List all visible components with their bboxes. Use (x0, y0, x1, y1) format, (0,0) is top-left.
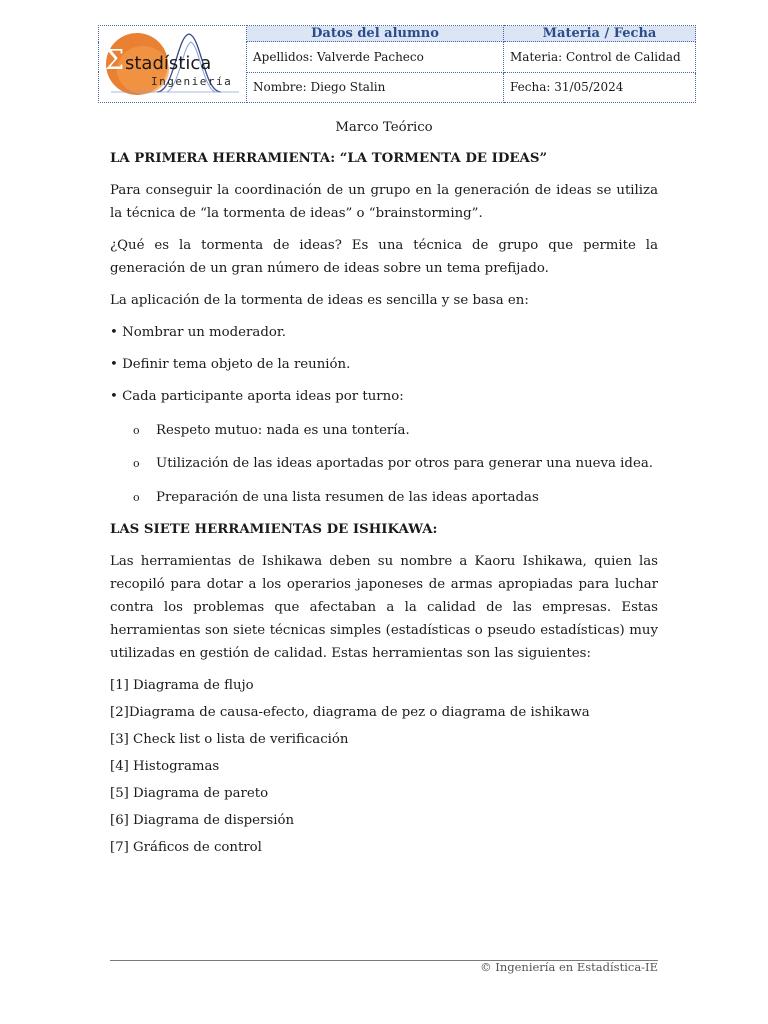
sub-bullet-item (110, 452, 658, 475)
sub-bullet-item (110, 419, 658, 442)
header-table (98, 25, 696, 103)
logo (99, 26, 246, 102)
list-item: [7] Gráficos de control (110, 839, 262, 855)
circle-bullet-icon: o (133, 423, 140, 437)
list-item: [4] Histogramas (110, 758, 220, 774)
sub-bullet-text: Utilización de las ideas aportadas por otros para generar una nueva idea. (156, 456, 653, 471)
subject-date-header: Materia / Fecha (504, 26, 696, 42)
logo-cell (99, 26, 247, 103)
paragraph: Para conseguir la coordinación de un grupo en la generación de ideas se utiliza la técnica de “la tormenta de ideas” o “brainstorming”. (110, 183, 658, 221)
bullet-item: • Nombrar un moderador. (110, 325, 286, 340)
sub-bullet-text: Preparación de una lista resumen de las ideas aportadas (156, 489, 539, 505)
sigma-glyph: Σ (105, 45, 125, 76)
list-item: [5] Diagrama de pareto (110, 785, 269, 801)
list-item: [6] Diagrama de dispersión (110, 812, 295, 828)
bullet-item: • Cada participante aporta ideas por turno: (110, 389, 404, 404)
tools-list (110, 674, 658, 859)
name-field: Nombre: Diego Stalin (247, 72, 504, 103)
circle-bullet-icon: o (133, 457, 140, 470)
section-title-brainstorming: LA PRIMERA HERRAMIENTA: “LA TORMENTA DE IDEAS” (110, 151, 548, 166)
document-body (110, 110, 658, 859)
logo-graphic (99, 26, 246, 102)
surnames-field: Apellidos: Valverde Pacheco (247, 42, 504, 73)
section-title-ishikawa: LAS SIETE HERRAMIENTAS DE ISHIKAWA: (110, 521, 438, 537)
circle-bullet-icon: o (133, 490, 140, 504)
logo-main-text: stadística (125, 53, 212, 74)
sub-bullet-text: Respeto mutuo: nada es una tontería. (156, 422, 410, 438)
sub-bullet-item (110, 486, 658, 509)
paragraph: Las herramientas de Ishikawa deben su nombre a Kaoru Ishikawa, quien las recopiló para dotar a los operarios japoneses de armas apropiadas para luchar contra los problemas que afectaban a la calidad de las empresas. Estas herramientas son siete técnicas simples (estadísticas o pseudo estadísticas) muy utilizadas en gestión de calidad. Estas herramientas son las siguientes: (110, 553, 658, 661)
footer-copyright: © Ingeniería en Estadística-IE (480, 960, 658, 974)
bullet-item: • Definir tema objeto de la reunión. (110, 357, 351, 372)
list-item: [3] Check list o lista de verificación (110, 731, 349, 747)
list-item: [1] Diagrama de flujo (110, 677, 254, 693)
paragraph: ¿Qué es la tormenta de ideas? Es una técnica de grupo que permite la generación de un gran número de ideas sobre un tema prefijado. (110, 238, 658, 276)
subject-field: Materia: Control de Calidad (504, 42, 696, 73)
list-item: [2]Diagrama de causa-efecto, diagrama de pez o diagrama de ishikawa (110, 704, 590, 720)
paragraph: La aplicación de la tormenta de ideas es sencilla y se basa en: (110, 293, 529, 308)
student-data-header: Datos del alumno (247, 26, 504, 42)
logo-sub-text: Ingeniería (151, 75, 233, 88)
page-title: Marco Teórico (335, 120, 433, 135)
date-field: Fecha: 31/05/2024 (504, 72, 696, 103)
